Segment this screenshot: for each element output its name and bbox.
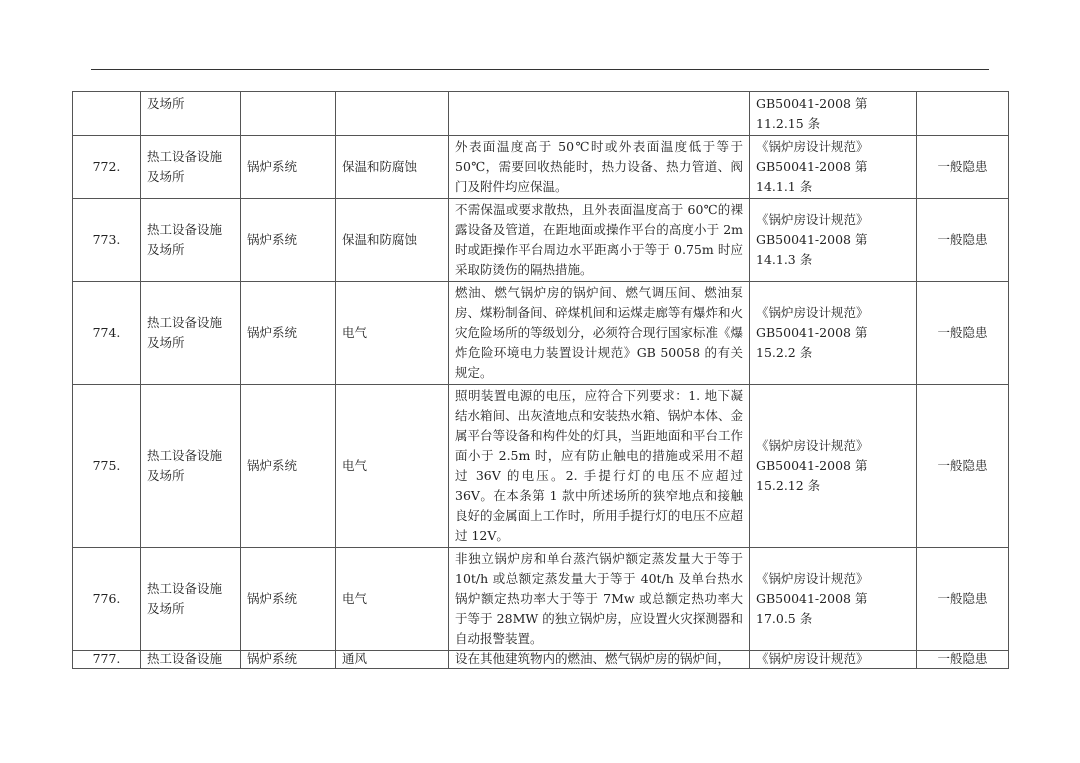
item-cell <box>336 92 449 136</box>
row-number: 777. <box>73 651 141 669</box>
basis-cell <box>750 651 917 669</box>
system-cell: 锅炉系统 <box>241 199 336 282</box>
basis-title: 《锅炉房设计规范》 <box>756 571 869 586</box>
table-row <box>73 385 1009 548</box>
basis-cell <box>750 548 917 651</box>
level-cell: 一般隐患 <box>917 385 1009 548</box>
item-cell: 保温和防腐蚀 <box>336 136 449 199</box>
table-row <box>73 92 1009 136</box>
basis-cell <box>750 199 917 282</box>
system-cell: 锅炉系统 <box>241 548 336 651</box>
basis-clause: GB50041-2008 第 14.1.3 条 <box>756 232 868 267</box>
basis-title: 《锅炉房设计规范》 <box>756 305 869 320</box>
row-number: 773. <box>73 199 141 282</box>
system-cell: 锅炉系统 <box>241 282 336 385</box>
basis-clause: GB50041-2008 第 11.2.15 条 <box>756 96 868 131</box>
basis-title: 《锅炉房设计规范》 <box>756 438 869 453</box>
level-cell: 一般隐患 <box>917 651 1009 669</box>
category-cell: 热工设备设施及场所 <box>141 136 241 199</box>
level-cell <box>917 92 1009 136</box>
category-cell: 热工设备设施及场所 <box>141 385 241 548</box>
basis-cell <box>750 92 917 136</box>
requirement-cell: 设在其他建筑物内的燃油、燃气锅炉房的锅炉间， <box>449 651 750 669</box>
level-cell: 一般隐患 <box>917 282 1009 385</box>
category-cell: 热工设备设施及场所 <box>141 548 241 651</box>
table-row <box>73 199 1009 282</box>
system-cell: 锅炉系统 <box>241 385 336 548</box>
system-cell: 锅炉系统 <box>241 136 336 199</box>
requirement-cell: 不需保温或要求散热，且外表面温度高于 60℃的裸露设备及管道，在距地面或操作平台的高度小于 2m 时或距操作平台周边水平距离小于等于 0.75m 时应采取防烫伤的隔热措施。 <box>449 199 750 282</box>
basis-clause: GB50041-2008 第 14.1.1 条 <box>756 159 868 194</box>
basis-clause: GB50041-2008 第 15.2.2 条 <box>756 325 868 360</box>
level-cell: 一般隐患 <box>917 548 1009 651</box>
requirement-cell: 燃油、燃气锅炉房的锅炉间、燃气调压间、燃油泵房、煤粉制备间、碎煤机间和运煤走廊等有爆炸和火灾危险场所的等级划分，必须符合现行国家标准《爆炸危险环境电力装置设计规范》GB 50058 的有关规定。 <box>449 282 750 385</box>
requirement-cell: 非独立锅炉房和单台蒸汽锅炉额定蒸发量大于等于 10t/h 或总额定蒸发量大于等于 40t/h 及单台热水锅炉额定热功率大于等于 7Mw 或总额定热功率大于等于 28MW 的独立锅炉房，应设置火灾探测器和自动报警装置。 <box>449 548 750 651</box>
row-number <box>73 92 141 136</box>
basis-title: 《锅炉房设计规范》 <box>756 212 869 227</box>
category-cell: 热工设备设施及场所 <box>141 282 241 385</box>
system-cell <box>241 92 336 136</box>
item-cell: 通风 <box>336 651 449 669</box>
hazard-table <box>72 91 1009 669</box>
requirement-cell: 照明装置电源的电压，应符合下列要求：1. 地下凝结水箱间、出灰渣地点和安装热水箱、锅炉本体、金属平台等设备和构件处的灯具，当距地面和平台工作面小于 2.5m 时，应有防止触电的措施或采用不超过 36V 的电压。2. 手提行灯的电压不应超过 36V。在本条第 1 款中所述场所的狭窄地点和接触良好的金属面上工作时，所用手提行灯的电压不应超过 12V。 <box>449 385 750 548</box>
table-row <box>73 651 1009 669</box>
basis-cell <box>750 282 917 385</box>
level-cell: 一般隐患 <box>917 136 1009 199</box>
basis-clause: GB50041-2008 第 17.0.5 条 <box>756 591 868 626</box>
basis-cell <box>750 136 917 199</box>
row-number: 774. <box>73 282 141 385</box>
requirement-cell: 外表面温度高于 50℃时或外表面温度低于等于 50℃，需要回收热能时，热力设备、热力管道、阀门及附件均应保温。 <box>449 136 750 199</box>
table-row <box>73 282 1009 385</box>
header-rule <box>91 69 989 70</box>
category-cell: 及场所 <box>141 92 241 136</box>
system-cell: 锅炉系统 <box>241 651 336 669</box>
item-cell: 保温和防腐蚀 <box>336 199 449 282</box>
item-cell: 电气 <box>336 548 449 651</box>
basis-clause: GB50041-2008 第 15.2.12 条 <box>756 458 868 493</box>
table-row <box>73 136 1009 199</box>
item-cell: 电气 <box>336 282 449 385</box>
basis-title: 《锅炉房设计规范》 <box>756 651 869 666</box>
table-row <box>73 548 1009 651</box>
basis-title: 《锅炉房设计规范》 <box>756 139 869 154</box>
row-number: 772. <box>73 136 141 199</box>
category-cell: 热工设备设施及场所 <box>141 199 241 282</box>
basis-cell <box>750 385 917 548</box>
requirement-cell <box>449 92 750 136</box>
row-number: 775. <box>73 385 141 548</box>
row-number: 776. <box>73 548 141 651</box>
level-cell: 一般隐患 <box>917 199 1009 282</box>
category-cell: 热工设备设施 <box>141 651 241 669</box>
item-cell: 电气 <box>336 385 449 548</box>
